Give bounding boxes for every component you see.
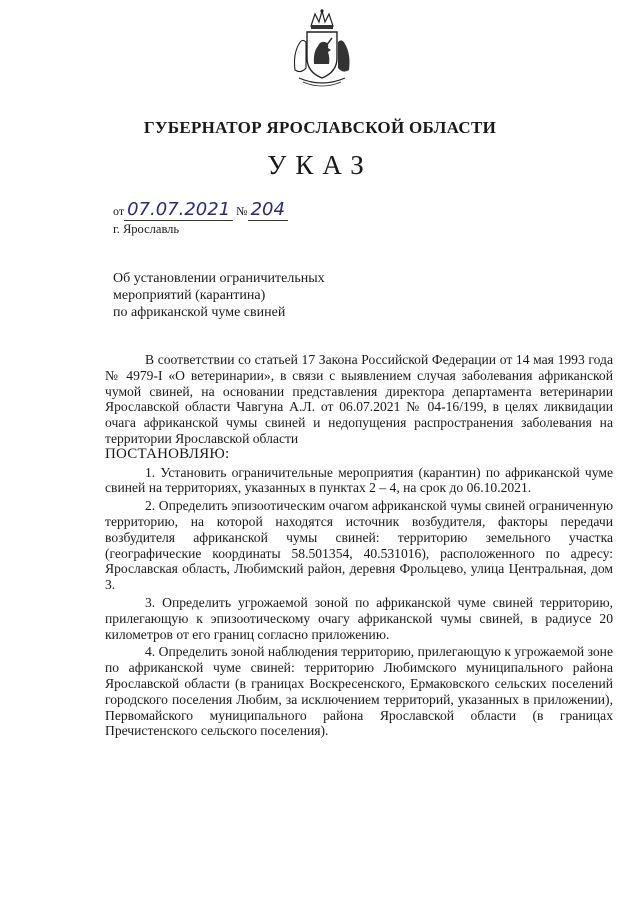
decree-item-2: 2. Определить эпизоотическим очагом африканской чумы свиней ограниченную территорию, на которой находятся источник возбудителя, факторы передачи возбудителя африканской чумы свиней: территорию земельного участка (географические координаты 58.501354, 40.531016), расположенного по адресу: Ярославская область, Любимский район, деревня Фрольцево, улица Центральная, дом 3. [105, 498, 613, 593]
decree-body [105, 352, 613, 739]
document-type-title: УКАЗ [267, 150, 373, 180]
handwritten-number: 204 [248, 199, 288, 221]
handwritten-date: 07.07.2021 [124, 199, 233, 221]
decree-item-3: 3. Определить угрожаемой зоной по африканской чуме свиней территорию, прилегающую к эпизоотическому очагу африканской чумы свиней, в радиусе 20 километров от его границ согласно приложению. [105, 594, 613, 642]
number-prefix: № [236, 204, 248, 218]
issuing-authority: ГУБЕРНАТОР ЯРОСЛАВСКОЙ ОБЛАСТИ [143, 118, 497, 137]
coat-of-arms-emblem [287, 8, 357, 90]
subject-line: Об установлении ограничительных [113, 271, 325, 286]
decree-item-4: 4. Определить зоной наблюдения территорию, прилегающую к угрожаемой зоне по африканской чуме свиней: территорию Любимского муниципального района Ярославской области (в границах Воскресенского, Ермаковского сельских поселений городского поселения Любим, за исключением территорий, указанных в приложении), Первомайского муниципального района Ярославской области (в границах Пречистенского сельского поселения). [105, 644, 613, 739]
decree-heading: ПОСТАНОВЛЯЮ: [105, 445, 230, 462]
decree-item-1: 1. Установить ограничительные мероприятия (карантин) по африканской чуме свиней на территориях, указанных в пунктах 2 – 4, на срок до 06.10.2021. [105, 464, 613, 496]
date-prefix: от [113, 204, 125, 218]
date-number-line [113, 199, 288, 220]
decree-subject [113, 270, 413, 321]
yaroslavl-coat-of-arms-icon [287, 8, 357, 90]
subject-line: мероприятий (карантина) [113, 288, 266, 303]
preamble-paragraph: В соответствии со статьей 17 Закона Российской Федерации от 14 мая 1993 года № 4979-I «О ветеринарии», в связи с выявлением случая заболевания африканской чумой свиней, на основании представления директора департамента ветеринарии Ярославской области Чавгуна А.Л. от 06.07.2021 № 04-16/199, в целях ликвидации очага африканской чумы свиней и недопущения распространения заболевания на территории Ярославской области [105, 352, 613, 446]
subject-line: по африканской чуме свиней [113, 305, 286, 320]
issue-city: г. Ярославль [113, 222, 180, 236]
